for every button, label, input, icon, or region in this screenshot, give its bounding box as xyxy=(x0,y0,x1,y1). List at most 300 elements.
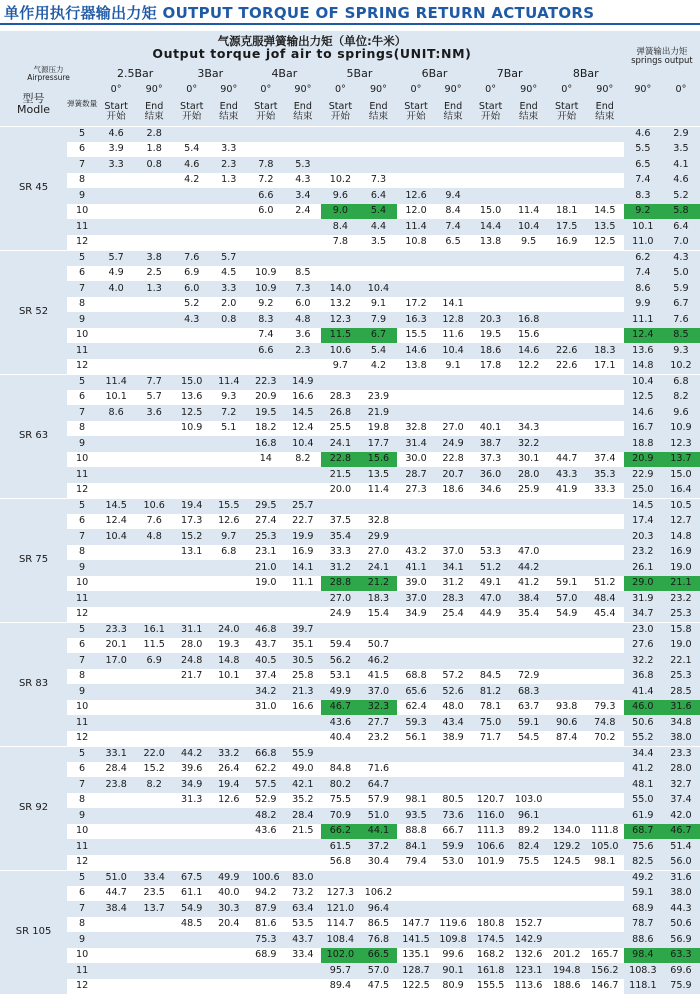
torque-value: 98.1 xyxy=(397,793,434,809)
torque-value: 73.6 xyxy=(435,808,472,824)
table-row xyxy=(0,374,700,390)
torque-value xyxy=(397,777,434,793)
table-row xyxy=(0,808,700,824)
torque-value: 82.5 xyxy=(624,855,662,871)
torque-value: 11.4 xyxy=(397,219,434,235)
torque-value xyxy=(586,436,624,452)
torque-value xyxy=(586,545,624,561)
torque-value: 27.7 xyxy=(359,715,397,731)
torque-value xyxy=(548,808,586,824)
torque-value: 75.3 xyxy=(247,932,284,948)
torque-value xyxy=(173,839,210,855)
torque-value: 6.0 xyxy=(247,204,284,220)
torque-value: 54.5 xyxy=(510,731,548,747)
torque-value: 20.3 xyxy=(624,529,662,545)
torque-value: 15.0 xyxy=(662,467,700,483)
torque-value: 84.1 xyxy=(397,839,434,855)
torque-value: 68.9 xyxy=(247,948,284,964)
torque-value: 156.2 xyxy=(586,963,624,979)
torque-value xyxy=(247,715,284,731)
torque-value: 15.4 xyxy=(359,607,397,623)
torque-value xyxy=(97,731,135,747)
torque-value: 40.4 xyxy=(321,731,359,747)
torque-value: 4.9 xyxy=(97,266,135,282)
torque-value: 6.5 xyxy=(435,235,472,251)
torque-value: 10.1 xyxy=(210,669,247,685)
torque-value: 11.5 xyxy=(321,328,359,344)
torque-value xyxy=(510,622,548,638)
torque-value: 38.9 xyxy=(435,731,472,747)
torque-value xyxy=(548,142,586,158)
torque-value: 5.2 xyxy=(173,297,210,313)
torque-value xyxy=(435,157,472,173)
torque-value xyxy=(284,126,321,142)
spring-count-cell: 10 xyxy=(67,948,97,964)
torque-value xyxy=(548,281,586,297)
torque-value: 19.0 xyxy=(662,560,700,576)
torque-value xyxy=(173,824,210,840)
torque-value xyxy=(97,312,135,328)
torque-value: 31.2 xyxy=(321,560,359,576)
torque-value: 17.4 xyxy=(624,514,662,530)
torque-value: 56.0 xyxy=(662,855,700,871)
spring-count-cell: 7 xyxy=(67,777,97,793)
torque-value: 42.1 xyxy=(284,777,321,793)
torque-value xyxy=(247,731,284,747)
torque-value: 71.7 xyxy=(472,731,510,747)
torque-value: 32.3 xyxy=(359,700,397,716)
torque-value: 124.5 xyxy=(548,855,586,871)
torque-value xyxy=(135,715,173,731)
start-en: Start xyxy=(397,102,434,112)
torque-value: 61.5 xyxy=(321,839,359,855)
end-cn: 结束 xyxy=(210,112,247,122)
table-row xyxy=(0,715,700,731)
torque-value xyxy=(210,591,247,607)
torque-value xyxy=(210,979,247,994)
torque-value: 161.8 xyxy=(472,963,510,979)
torque-value xyxy=(586,297,624,313)
torque-value: 70.9 xyxy=(321,808,359,824)
torque-value: 82.4 xyxy=(510,839,548,855)
torque-value: 12.6 xyxy=(210,793,247,809)
table-row xyxy=(0,963,700,979)
torque-value: 14.9 xyxy=(284,374,321,390)
torque-value: 19.0 xyxy=(662,638,700,654)
end-label xyxy=(210,98,247,126)
torque-value: 6.6 xyxy=(247,343,284,359)
torque-value xyxy=(586,886,624,902)
torque-value xyxy=(472,173,510,189)
torque-value: 165.7 xyxy=(586,948,624,964)
torque-value xyxy=(586,529,624,545)
torque-value xyxy=(210,467,247,483)
torque-value: 188.6 xyxy=(548,979,586,994)
pressure-label: 2.5Bar xyxy=(97,64,173,83)
torque-value: 135.1 xyxy=(397,948,434,964)
spring-count-cell: 12 xyxy=(67,731,97,747)
torque-value: 16.9 xyxy=(284,545,321,561)
torque-value: 46.0 xyxy=(624,700,662,716)
torque-value xyxy=(586,266,624,282)
torque-value: 49.2 xyxy=(624,870,662,886)
spring-count-cell: 5 xyxy=(67,498,97,514)
torque-value: 66.5 xyxy=(359,948,397,964)
table-row xyxy=(0,173,700,189)
torque-value xyxy=(510,126,548,142)
spring-count-cell: 8 xyxy=(67,297,97,313)
torque-value xyxy=(510,870,548,886)
torque-value: 14.5 xyxy=(284,405,321,421)
end-cn: 结束 xyxy=(284,112,321,122)
torque-value xyxy=(97,684,135,700)
torque-value xyxy=(510,886,548,902)
torque-value xyxy=(586,870,624,886)
torque-value: 46.8 xyxy=(247,622,284,638)
torque-value: 44.3 xyxy=(662,901,700,917)
torque-value xyxy=(247,963,284,979)
torque-value xyxy=(586,173,624,189)
torque-value xyxy=(548,870,586,886)
torque-value: 14.6 xyxy=(397,343,434,359)
torque-value: 53.3 xyxy=(472,545,510,561)
end-label xyxy=(586,98,624,126)
torque-value xyxy=(173,979,210,994)
torque-value xyxy=(548,886,586,902)
table-row xyxy=(0,855,700,871)
torque-value: 29.0 xyxy=(624,576,662,592)
torque-value: 64.7 xyxy=(359,777,397,793)
spring-count-cell: 9 xyxy=(67,808,97,824)
table-row xyxy=(0,700,700,716)
table-row xyxy=(0,359,700,375)
torque-value: 28.5 xyxy=(662,684,700,700)
torque-value xyxy=(210,684,247,700)
torque-value xyxy=(97,545,135,561)
torque-value xyxy=(586,684,624,700)
end-en: End xyxy=(359,102,397,112)
torque-value xyxy=(586,281,624,297)
torque-value: 14.4 xyxy=(472,219,510,235)
torque-value xyxy=(321,374,359,390)
torque-value xyxy=(510,374,548,390)
torque-value: 36.8 xyxy=(624,669,662,685)
torque-value xyxy=(586,777,624,793)
torque-value: 22.0 xyxy=(135,746,173,762)
torque-value: 37.2 xyxy=(359,839,397,855)
torque-value: 134.0 xyxy=(548,824,586,840)
torque-value: 80.9 xyxy=(435,979,472,994)
torque-value xyxy=(586,498,624,514)
torque-value: 5.4 xyxy=(173,142,210,158)
torque-value xyxy=(548,545,586,561)
table-row xyxy=(0,917,700,933)
torque-value xyxy=(173,467,210,483)
table-row xyxy=(0,731,700,747)
torque-value: 24.9 xyxy=(435,436,472,452)
torque-value: 4.3 xyxy=(173,312,210,328)
torque-value: 52.6 xyxy=(435,684,472,700)
spring-count-cell: 6 xyxy=(67,638,97,654)
torque-value: 26.8 xyxy=(321,405,359,421)
torque-value: 41.4 xyxy=(624,684,662,700)
torque-value xyxy=(247,359,284,375)
torque-value: 69.6 xyxy=(662,963,700,979)
torque-value: 89.4 xyxy=(321,979,359,994)
torque-value xyxy=(210,483,247,499)
torque-value: 19.8 xyxy=(359,421,397,437)
start-en: Start xyxy=(247,102,284,112)
torque-value: 11.4 xyxy=(510,204,548,220)
torque-value xyxy=(586,917,624,933)
torque-value: 10.8 xyxy=(397,235,434,251)
torque-value: 5.2 xyxy=(662,188,700,204)
start-en: Start xyxy=(321,102,359,112)
table-row xyxy=(0,142,700,158)
spring-count-cell: 9 xyxy=(67,932,97,948)
torque-value xyxy=(586,328,624,344)
torque-value: 9.3 xyxy=(210,390,247,406)
torque-value xyxy=(173,452,210,468)
torque-value: 23.1 xyxy=(247,545,284,561)
torque-value: 35.4 xyxy=(321,529,359,545)
torque-value: 57.0 xyxy=(548,591,586,607)
angle-90-label: 90° xyxy=(359,83,397,98)
torque-value xyxy=(397,886,434,902)
torque-value: 87.9 xyxy=(247,901,284,917)
spring-count-cell: 5 xyxy=(67,746,97,762)
output-torque-heading xyxy=(0,31,624,64)
torque-value: 12.0 xyxy=(397,204,434,220)
torque-value xyxy=(97,421,135,437)
torque-value: 37.4 xyxy=(586,452,624,468)
torque-value: 66.8 xyxy=(247,746,284,762)
torque-value: 34.3 xyxy=(510,421,548,437)
torque-value: 119.6 xyxy=(435,917,472,933)
angle-0-label: 0° xyxy=(247,83,284,98)
torque-value: 24.8 xyxy=(173,653,210,669)
torque-value: 28.3 xyxy=(435,591,472,607)
torque-value xyxy=(397,870,434,886)
torque-value: 16.6 xyxy=(284,390,321,406)
torque-value: 39.6 xyxy=(173,762,210,778)
torque-value: 10.4 xyxy=(284,436,321,452)
torque-value: 50.6 xyxy=(624,715,662,731)
torque-value: 57.2 xyxy=(435,669,472,685)
torque-value: 40.1 xyxy=(472,421,510,437)
torque-value: 41.1 xyxy=(397,560,434,576)
torque-value: 120.7 xyxy=(472,793,510,809)
torque-value xyxy=(247,839,284,855)
torque-value xyxy=(247,483,284,499)
torque-value: 21.7 xyxy=(173,669,210,685)
torque-value: 16.8 xyxy=(247,436,284,452)
torque-value xyxy=(97,219,135,235)
torque-value xyxy=(210,219,247,235)
torque-value xyxy=(510,142,548,158)
torque-value: 37.4 xyxy=(247,669,284,685)
torque-value xyxy=(397,281,434,297)
torque-value xyxy=(397,142,434,158)
torque-value: 2.3 xyxy=(210,157,247,173)
torque-value: 26.1 xyxy=(624,560,662,576)
torque-value: 8.6 xyxy=(624,281,662,297)
torque-value: 8.6 xyxy=(97,405,135,421)
torque-value: 11.4 xyxy=(210,374,247,390)
torque-value xyxy=(284,731,321,747)
torque-value: 12.8 xyxy=(435,312,472,328)
torque-value: 86.5 xyxy=(359,917,397,933)
torque-value: 31.9 xyxy=(624,591,662,607)
torque-value: 21.9 xyxy=(359,405,397,421)
torque-value: 20.3 xyxy=(472,312,510,328)
angle-90-label: 90° xyxy=(284,83,321,98)
spring-count-cell: 8 xyxy=(67,173,97,189)
torque-value: 51.0 xyxy=(359,808,397,824)
torque-value: 25.3 xyxy=(662,669,700,685)
torque-value: 89.2 xyxy=(510,824,548,840)
torque-value: 61.9 xyxy=(624,808,662,824)
torque-value xyxy=(210,126,247,142)
torque-value: 3.6 xyxy=(284,328,321,344)
spring-count-cell: 7 xyxy=(67,405,97,421)
torque-value xyxy=(548,436,586,452)
torque-value xyxy=(435,638,472,654)
torque-value: 48.4 xyxy=(586,591,624,607)
table-row xyxy=(0,870,700,886)
torque-value: 3.9 xyxy=(97,142,135,158)
torque-value xyxy=(359,266,397,282)
torque-value xyxy=(135,948,173,964)
torque-value xyxy=(397,746,434,762)
torque-value: 17.0 xyxy=(97,653,135,669)
torque-value xyxy=(472,514,510,530)
torque-value xyxy=(586,250,624,266)
torque-value: 68.3 xyxy=(510,684,548,700)
torque-value xyxy=(135,421,173,437)
torque-value: 7.3 xyxy=(284,281,321,297)
torque-value: 59.3 xyxy=(397,715,434,731)
torque-value xyxy=(135,855,173,871)
spring-count-cell: 8 xyxy=(67,545,97,561)
torque-value: 11.4 xyxy=(97,374,135,390)
torque-value xyxy=(472,374,510,390)
start-label xyxy=(397,98,434,126)
spring-count-cell: 10 xyxy=(67,824,97,840)
torque-value: 59.9 xyxy=(435,839,472,855)
torque-value: 78.1 xyxy=(472,700,510,716)
end-en: End xyxy=(586,102,624,112)
torque-value xyxy=(284,607,321,623)
table-row xyxy=(0,762,700,778)
torque-value: 16.6 xyxy=(284,700,321,716)
torque-value xyxy=(548,157,586,173)
torque-value xyxy=(586,808,624,824)
torque-value: 3.5 xyxy=(359,235,397,251)
torque-value xyxy=(586,793,624,809)
spring-count-cell: 5 xyxy=(67,870,97,886)
torque-value: 6.9 xyxy=(173,266,210,282)
torque-value: 4.2 xyxy=(173,173,210,189)
torque-value: 20.7 xyxy=(435,467,472,483)
spring-count-cell: 6 xyxy=(67,886,97,902)
torque-value xyxy=(210,359,247,375)
spring-count-cell: 12 xyxy=(67,483,97,499)
torque-value xyxy=(173,328,210,344)
torque-value: 28.4 xyxy=(97,762,135,778)
torque-value xyxy=(173,731,210,747)
torque-value xyxy=(397,126,434,142)
torque-value xyxy=(586,653,624,669)
torque-value xyxy=(510,901,548,917)
spring-count-cell: 5 xyxy=(67,126,97,142)
torque-value xyxy=(247,855,284,871)
torque-value: 3.3 xyxy=(210,281,247,297)
torque-value: 44.9 xyxy=(472,607,510,623)
torque-value xyxy=(435,266,472,282)
torque-value xyxy=(472,498,510,514)
start-label xyxy=(173,98,210,126)
torque-value xyxy=(97,808,135,824)
torque-value: 152.7 xyxy=(510,917,548,933)
torque-value: 27.0 xyxy=(435,421,472,437)
torque-value: 12.2 xyxy=(510,359,548,375)
torque-value: 28.0 xyxy=(510,467,548,483)
torque-value: 17.8 xyxy=(472,359,510,375)
torque-value: 194.8 xyxy=(548,963,586,979)
torque-value: 11.1 xyxy=(284,576,321,592)
torque-value: 132.6 xyxy=(510,948,548,964)
table-row xyxy=(0,793,700,809)
torque-value: 10.4 xyxy=(510,219,548,235)
torque-value: 6.2 xyxy=(624,250,662,266)
torque-value: 6.7 xyxy=(662,297,700,313)
torque-value: 31.6 xyxy=(662,870,700,886)
torque-value xyxy=(586,405,624,421)
torque-value: 30.1 xyxy=(510,452,548,468)
torque-value xyxy=(97,483,135,499)
torque-value xyxy=(321,157,359,173)
torque-value: 22.3 xyxy=(247,374,284,390)
torque-value: 142.9 xyxy=(510,932,548,948)
torque-value xyxy=(548,932,586,948)
torque-value: 63.4 xyxy=(284,901,321,917)
torque-value xyxy=(472,901,510,917)
torque-value xyxy=(548,405,586,421)
torque-value xyxy=(97,359,135,375)
table-row xyxy=(0,498,700,514)
spring-count-cell: 6 xyxy=(67,390,97,406)
table-row xyxy=(0,979,700,994)
torque-value: 98.1 xyxy=(586,855,624,871)
torque-value: 11.5 xyxy=(135,638,173,654)
torque-value: 52.9 xyxy=(247,793,284,809)
torque-value: 20.4 xyxy=(210,917,247,933)
torque-value: 19.4 xyxy=(210,777,247,793)
torque-value: 80.5 xyxy=(435,793,472,809)
angle-90-label: 90° xyxy=(210,83,247,98)
torque-value xyxy=(135,963,173,979)
torque-value: 6.7 xyxy=(359,328,397,344)
torque-value: 111.3 xyxy=(472,824,510,840)
torque-value xyxy=(359,157,397,173)
torque-value: 35.4 xyxy=(510,607,548,623)
torque-value xyxy=(435,622,472,638)
torque-value xyxy=(135,793,173,809)
torque-value: 15.5 xyxy=(397,328,434,344)
torque-value: 155.5 xyxy=(472,979,510,994)
torque-value xyxy=(284,483,321,499)
